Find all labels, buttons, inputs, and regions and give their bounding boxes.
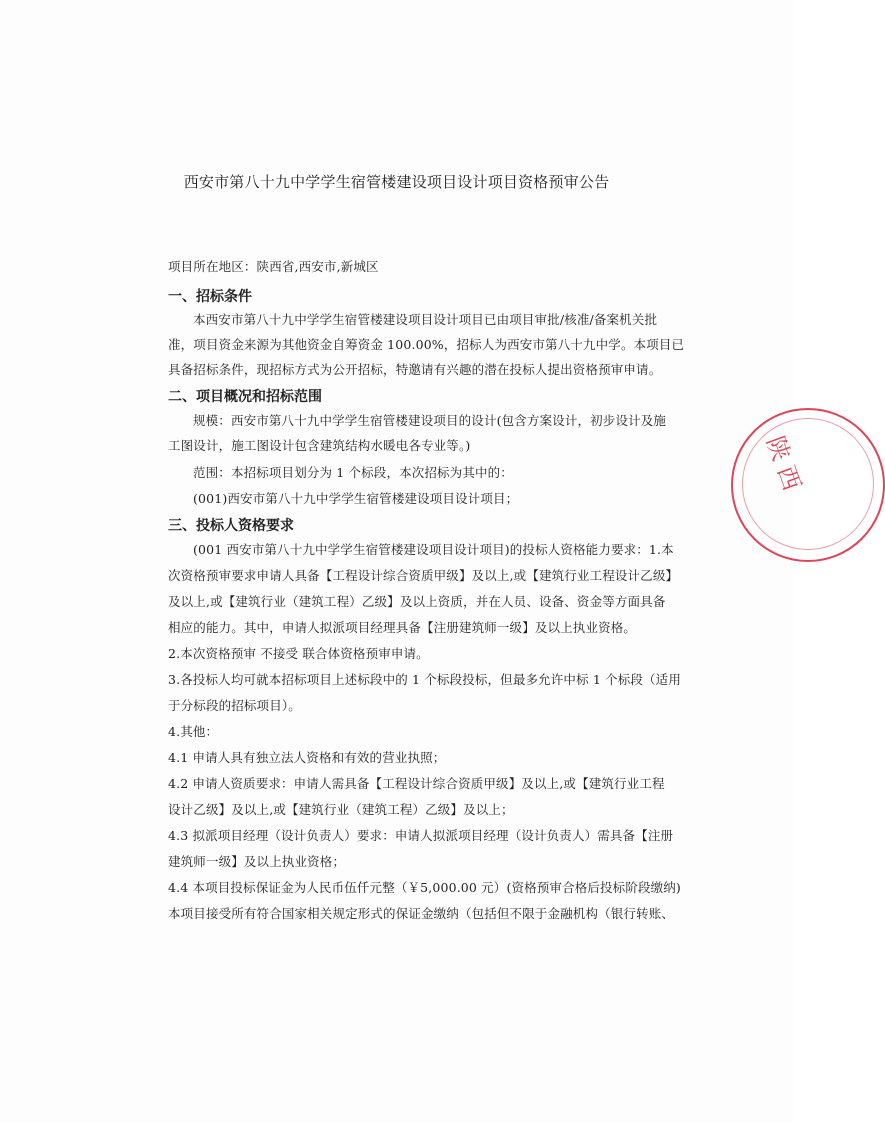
section-3-line: 及以上,或【建筑行业（建筑工程）乙级】及以上资质，并在人员、设备、资金等方面具备 [168, 594, 666, 609]
section-3-line: 设计乙级】及以上,或【建筑行业（建筑工程）乙级】及以上； [168, 802, 514, 817]
section-1-heading: 一、招标条件 [168, 289, 252, 305]
section-3-line: 2.本次资格预审 不接受 联合体资格预审申请。 [168, 646, 429, 661]
section-3-line: 次资格预审要求申请人具备【工程设计综合资质甲级】及以上,或【建筑行业工程设计乙级】 [168, 568, 679, 583]
location-line: 项目所在地区：陕西省,西安市,新城区 [168, 259, 379, 274]
section-2-line: 规模：西安市第八十九中学学生宿管楼建设项目的设计(包含方案设计，初步设计及施 [193, 413, 667, 428]
section-1-line: 具备招标条件，现招标方式为公开招标，特邀请有兴趣的潜在投标人提出资格预审申请。 [168, 362, 662, 377]
section-2-line: 工图设计，施工图设计包含建筑结构水暖电各专业等。) [168, 438, 471, 453]
section-1-line: 准，项目资金来源为其他资金自筹资金 100.00%，招标人为西安市第八十九中学。本项目已 [168, 337, 685, 352]
official-seal-text: 陕 西 [760, 432, 807, 495]
section-3-line: 4.2 申请人资质要求：申请人需具备【工程设计综合资质甲级】及以上,或【建筑行业工程 [168, 776, 665, 791]
section-3-line: (001 西安市第八十九中学学生宿管楼建设项目设计项目)的投标人资格能力要求：1.本 [193, 542, 674, 557]
section-2-line: 范围：本招标项目划分为 1 个标段，本次招标为其中的： [193, 465, 513, 480]
section-3-line: 建筑师一级】及以上执业资格； [168, 854, 346, 869]
section-3-line: 4.3 拟派项目经理（设计负责人）要求：申请人拟派项目经理（设计负责人）需具备【注册 [168, 828, 674, 843]
section-2-heading: 二、项目概况和招标范围 [168, 389, 322, 405]
document-title: 西安市第八十九中学学生宿管楼建设项目设计项目资格预审公告 [183, 173, 610, 191]
section-1-line: 本西安市第八十九中学学生宿管楼建设项目设计项目已由项目审批/核准/备案机关批 [193, 312, 658, 327]
section-3-line: 4.其他： [168, 724, 219, 739]
section-3-line: 4.4 本项目投标保证金为人民币伍仟元整（￥5,000.00 元）(资格预审合格后投标阶段缴纳) [168, 880, 681, 895]
section-3-line: 3.各投标人均可就本招标项目上述标段中的 1 个标段投标，但最多允许中标 1 个标段（适用 [168, 672, 681, 687]
section-2-line: (001)西安市第八十九中学学生宿管楼建设项目设计项目； [193, 491, 519, 506]
section-3-line: 相应的能力。其中，申请人拟派项目经理具备【注册建筑师一级】及以上执业资格。 [168, 620, 637, 635]
section-3-line: 本项目接受所有符合国家相关规定形式的保证金缴纳（包括但不限于金融机构（银行转账、 [168, 906, 675, 921]
section-3-heading: 三、投标人资格要求 [168, 518, 294, 534]
section-3-line: 于分标段的招标项目）。 [168, 698, 301, 713]
section-3-line: 4.1 申请人具有独立法人资格和有效的营业执照； [168, 750, 446, 765]
